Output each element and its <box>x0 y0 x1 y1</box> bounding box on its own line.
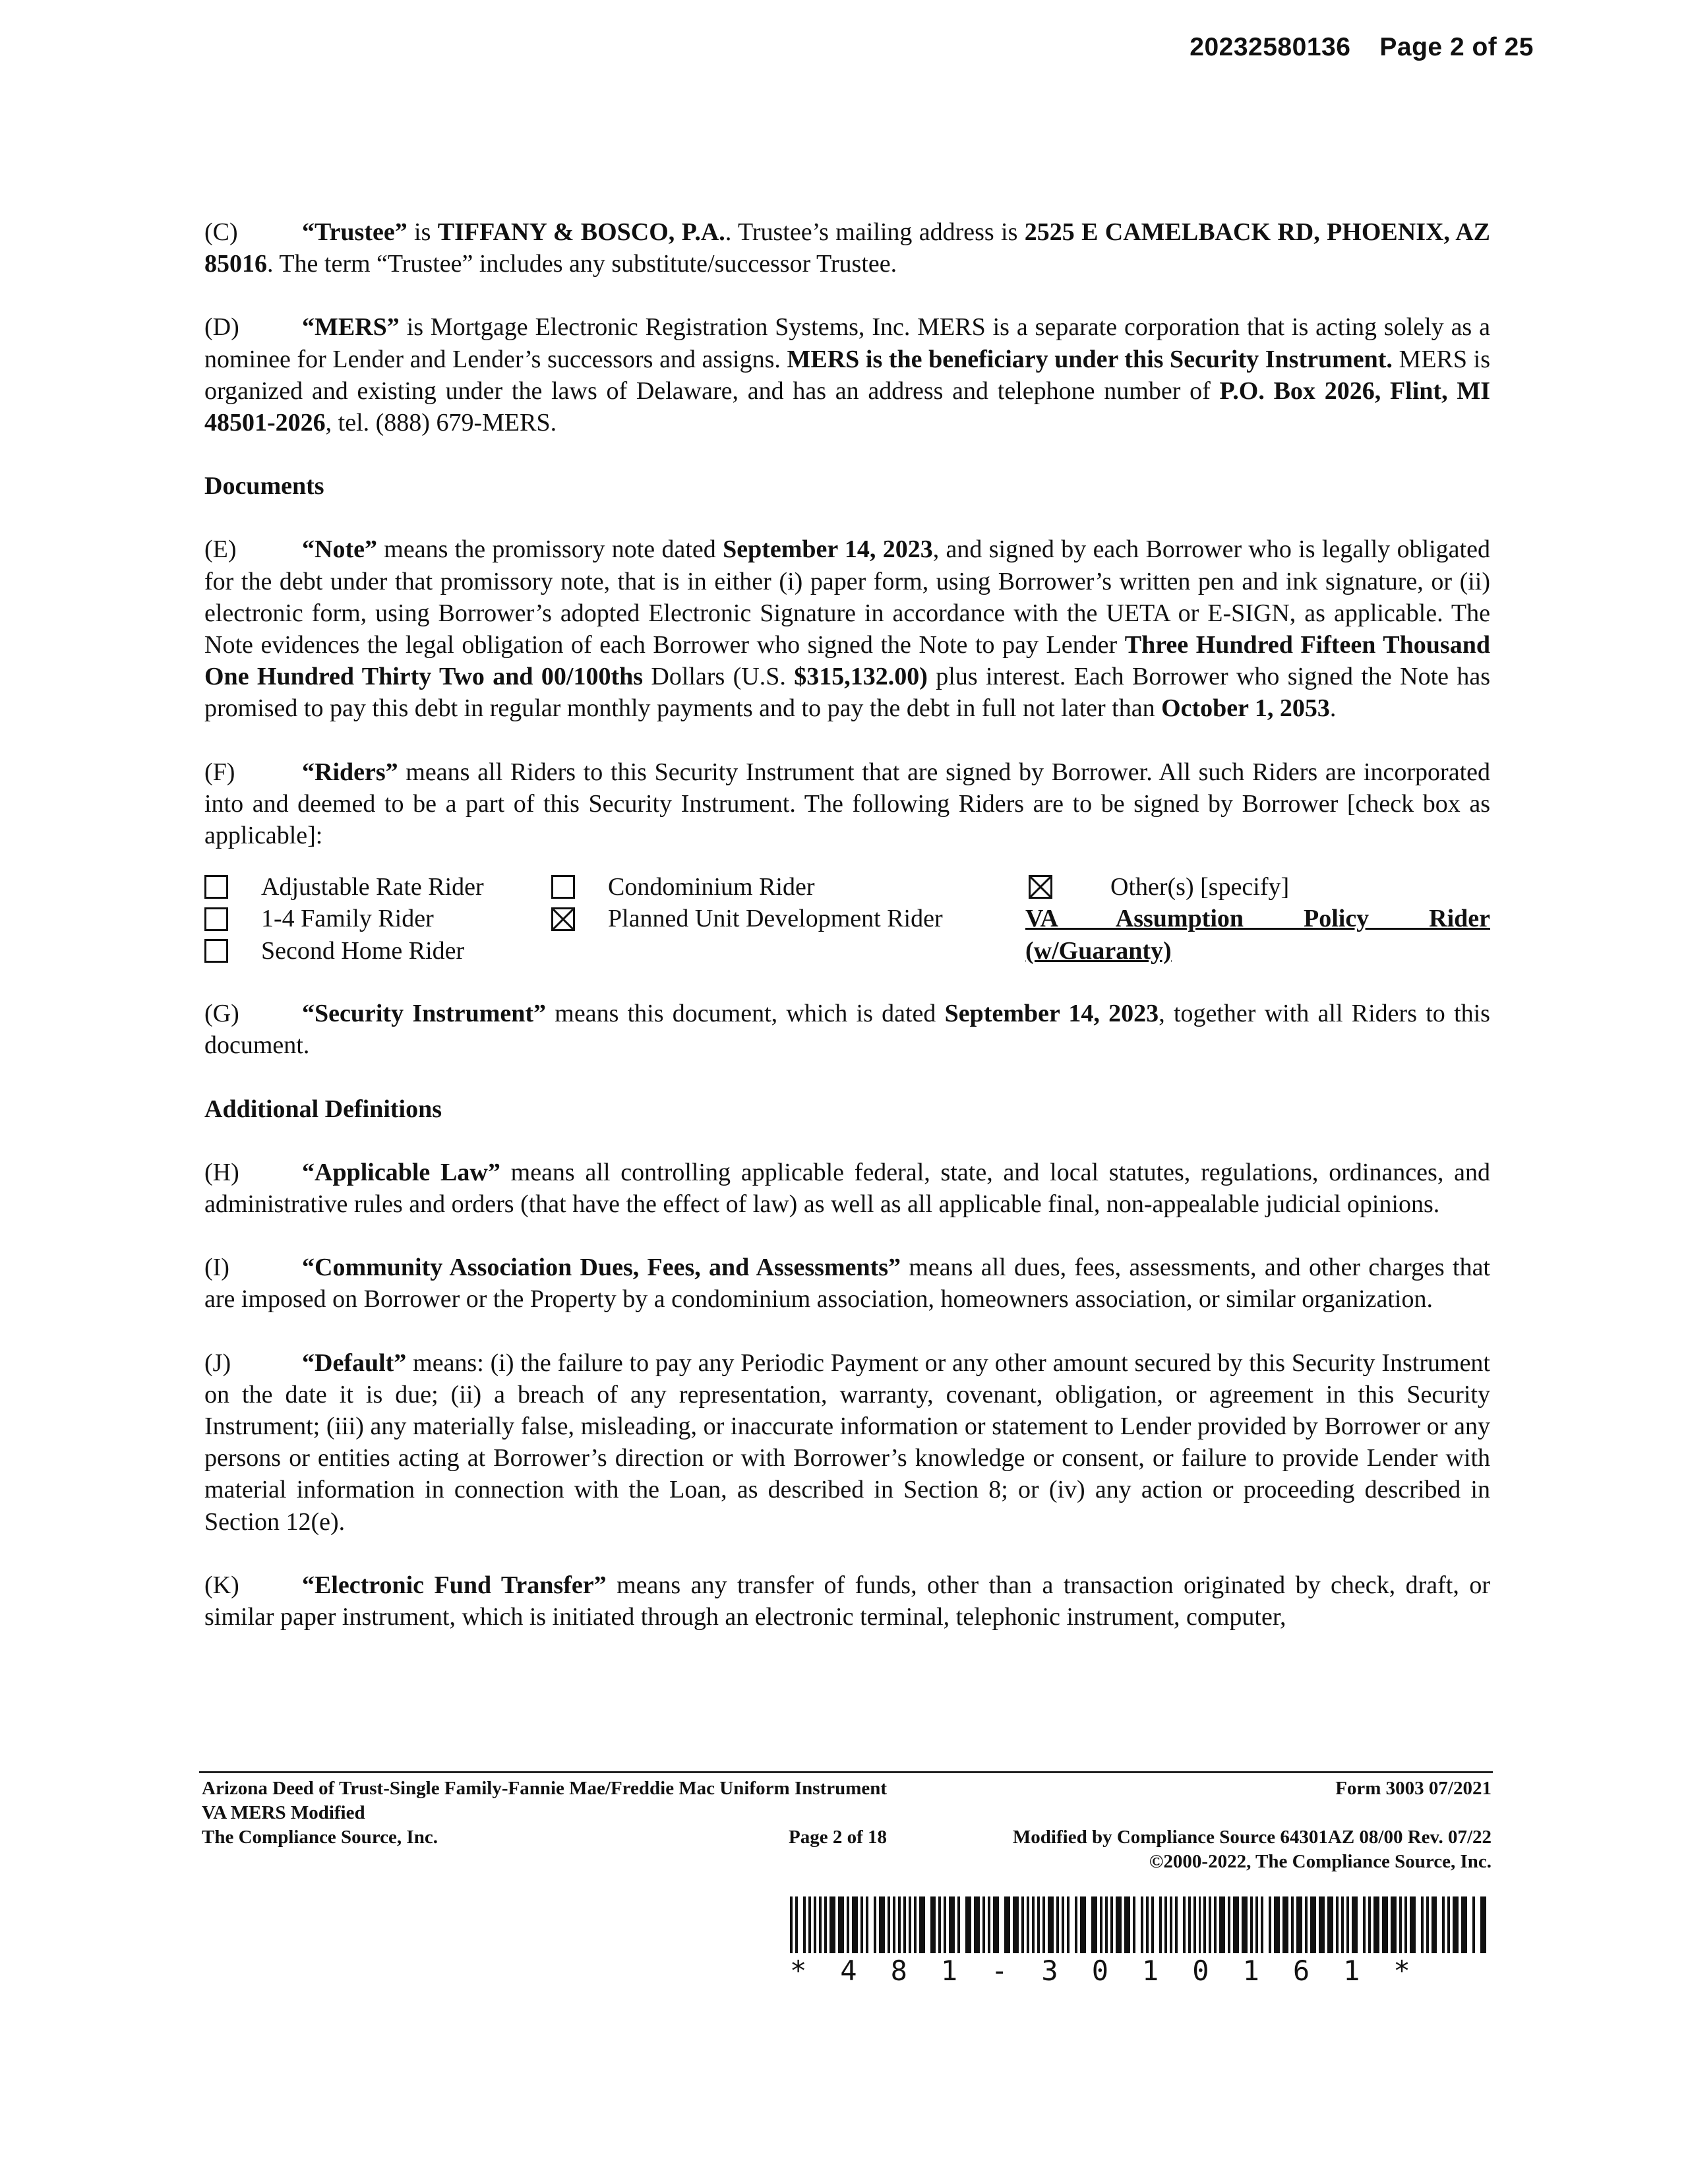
section-j <box>204 1347 1490 1538</box>
section-e <box>204 533 1490 724</box>
barcode-bar <box>1291 1896 1294 1953</box>
barcode-bar <box>909 1896 911 1953</box>
maturity-date: October 1, 2053 <box>1161 694 1330 723</box>
barcode-bar <box>1183 1896 1186 1953</box>
checkbox-checked[interactable] <box>551 907 575 931</box>
section-text: . Trustee’s mailing address is <box>725 218 1025 246</box>
riders-checklist <box>204 871 1490 966</box>
barcode-bar <box>1042 1896 1045 1953</box>
barcode-bar <box>860 1896 863 1953</box>
barcode-bar <box>1124 1896 1130 1953</box>
barcode-bar <box>1327 1896 1333 1953</box>
section-text: means: (i) the failure to pay any Periodic Payment or any other amount secured by this Security Instrument on the date it is due; (ii) a breach of any representation, warranty, covenant, obligation, or agreement in this Security Instrument; (iii) any materially false, misleading, or inaccurate information or statement to Lender provided by Borrower or any persons or entities acting at Borrower’s direction or with Borrower’s knowledge or consent, or failure to provide Lender with material information in connection with the Loan, as described in Section 8; or (iv) any action or proceeding described in Section 12(e). <box>204 1349 1490 1536</box>
section-text: , together with all Riders to this document. <box>204 1000 1490 1060</box>
barcode-bar <box>1250 1896 1253 1953</box>
checkbox-unchecked[interactable] <box>204 875 228 899</box>
barcode-bar <box>1067 1896 1070 1953</box>
barcode <box>790 1896 1492 1987</box>
barcode-bar <box>1274 1896 1280 1953</box>
header-page-label: Page 2 of 25 <box>1379 33 1534 61</box>
section-c <box>204 216 1490 280</box>
barcode-bar <box>1219 1896 1225 1953</box>
section-text: means the promissory note dated <box>377 535 723 564</box>
barcode-bar <box>847 1896 849 1953</box>
section-label: (E) <box>204 535 237 564</box>
rider-label: Adjustable Rate Rider <box>261 873 484 901</box>
document-body <box>204 216 1490 1664</box>
barcode-bar <box>1404 1896 1407 1953</box>
footer-modified: Modified by Compliance Source 64301AZ 08/00 Rev. 07/22 <box>1012 1827 1492 1848</box>
barcode-bar <box>1341 1896 1344 1953</box>
section-text: means all dues, fees, assessments, and other charges that are imposed on Borrower or the Property by a condominium association, homeowners association, or similar organization. <box>204 1254 1490 1314</box>
barcode-bar <box>988 1896 990 1953</box>
section-text: . <box>1329 694 1337 723</box>
barcode-bar <box>1013 1896 1019 1953</box>
barcode-bar <box>829 1896 835 1953</box>
checkbox-unchecked[interactable] <box>204 907 228 931</box>
barcode-bar <box>1352 1896 1358 1953</box>
riders-column-3 <box>1029 871 1289 903</box>
rider-label: Condominium Rider <box>608 873 815 901</box>
barcode-bar <box>1188 1896 1191 1953</box>
barcode-bar <box>1242 1896 1248 1953</box>
barcode-bar <box>795 1896 798 1953</box>
barcode-bar <box>919 1896 925 1953</box>
defined-term: “Electronic Fund Transfer” <box>302 1571 607 1599</box>
section-text: , tel. (888) 679-MERS. <box>325 409 557 437</box>
barcode-bar <box>982 1896 985 1953</box>
barcode-bar <box>1021 1896 1024 1953</box>
section-text: . The term “Trustee” includes any substitute/successor Trustee. <box>267 250 897 278</box>
barcode-bar <box>1199 1896 1201 1953</box>
barcode-bar <box>974 1896 980 1953</box>
mers-address: P.O. Box 2026, Flint, MI 48501-2026 <box>204 377 1490 437</box>
barcode-bar <box>1151 1896 1154 1953</box>
barcode-bar <box>1105 1896 1108 1953</box>
documents-heading: Documents <box>204 472 324 501</box>
barcode-bar <box>1421 1896 1424 1953</box>
trustee-name: TIFFANY & BOSCO, P.A. <box>437 218 725 246</box>
page-header <box>1190 33 1534 62</box>
section-text: means any transfer of funds, other than a transaction originated by check, draft, or similar paper instrument, which is initiated through an electronic terminal, telephonic instrument, computer, <box>204 1571 1490 1631</box>
barcode-bar <box>1100 1896 1102 1953</box>
barcode-bar <box>1141 1896 1143 1953</box>
barcode-bar <box>1368 1896 1371 1953</box>
barcode-bar <box>1373 1896 1379 1953</box>
note-date: September 14, 2023 <box>723 535 933 564</box>
barcode-bar <box>1193 1896 1196 1953</box>
barcode-bar <box>1175 1896 1178 1953</box>
section-d <box>204 311 1490 439</box>
defined-term: “Riders” <box>302 758 398 786</box>
barcode-bar <box>914 1896 917 1953</box>
footer-subtitle: VA MERS Modified <box>202 1802 365 1823</box>
barcode-bar <box>1110 1896 1113 1953</box>
barcode-bar <box>1133 1896 1135 1953</box>
footer-title: Arizona Deed of Trust-Single Family-Fannie Mae/Freddie Mac Uniform Instrument <box>202 1778 888 1799</box>
rider-1-4-family <box>204 903 484 934</box>
loan-amount-words: Three Hundred Fifteen Thousand One Hundred Thirty Two and 00/100ths <box>204 631 1490 691</box>
footer-copyright: ©2000-2022, The Compliance Source, Inc. <box>1149 1851 1492 1872</box>
barcode-bar <box>930 1896 936 1953</box>
section-h <box>204 1157 1490 1220</box>
barcode-bar <box>808 1896 811 1953</box>
trustee-address: 2525 E CAMELBACK RD, PHOENIX, AZ 85016 <box>204 218 1490 278</box>
defined-term: “Trustee” <box>302 218 407 246</box>
section-text: , and signed by each Borrower who is legally obligated for the debt under that promissory note, that is in either (i) paper form, using Borrower’s written pen and ink signature, or (ii) electronic form, using Borrower’s adopted Electronic Signature in accordance with the UETA or E-SIGN, as applicable. The Note evidences the legal obligation of each Borrower who signed the Note to pay Lender <box>204 535 1490 659</box>
barcode-bar <box>1080 1896 1086 1953</box>
barcode-bar <box>790 1896 793 1953</box>
barcode-bar <box>1228 1896 1230 1953</box>
barcode-bar <box>938 1896 941 1953</box>
barcode-bar <box>803 1896 806 1953</box>
barcode-bar <box>993 1896 999 1953</box>
barcode-bar <box>1048 1896 1054 1953</box>
barcode-bar <box>1075 1896 1077 1953</box>
footer-company: The Compliance Source, Inc. <box>202 1827 438 1848</box>
barcode-bar <box>1146 1896 1149 1953</box>
section-text: means this document, which is dated <box>546 1000 945 1028</box>
section-label: (D) <box>204 313 239 342</box>
barcode-bar <box>1116 1896 1122 1953</box>
section-k <box>204 1569 1490 1633</box>
defined-term: “Applicable Law” <box>302 1158 500 1186</box>
instrument-date: September 14, 2023 <box>944 1000 1159 1028</box>
barcode-bar <box>879 1896 885 1953</box>
barcode-bar <box>965 1896 971 1953</box>
defined-term: “Community Association Dues, Fees, and Assessments” <box>302 1254 901 1282</box>
rider-second-home <box>204 935 484 967</box>
defined-term: “Default” <box>302 1349 407 1377</box>
footer-page: Page 2 of 18 <box>789 1827 887 1848</box>
rider-label: Second Home Rider <box>261 936 465 965</box>
barcode-bar <box>1056 1896 1059 1953</box>
section-label: (G) <box>204 1000 239 1028</box>
barcode-bar <box>1363 1896 1366 1953</box>
barcode-bar <box>1091 1896 1097 1953</box>
barcode-bar <box>1037 1896 1040 1953</box>
barcode-bar <box>1062 1896 1064 1953</box>
barcode-bar <box>1282 1896 1288 1953</box>
section-text: plus interest. Each Borrower who signed the Note has promised to pay this debt in regular monthly payments and to pay the debt in full not later than <box>204 663 1491 723</box>
barcode-bar <box>1461 1896 1467 1953</box>
barcode-bar <box>1027 1896 1029 1953</box>
rider-condominium <box>551 871 943 903</box>
barcode-bar <box>838 1896 844 1953</box>
rider-label: 1-4 Family Rider <box>261 905 434 933</box>
barcode-bar <box>1410 1896 1416 1953</box>
barcode-bar <box>1233 1896 1239 1953</box>
section-label: (H) <box>204 1158 239 1186</box>
barcode-bar <box>957 1896 960 1953</box>
defined-term: “Security Instrument” <box>302 1000 547 1028</box>
barcode-bar <box>814 1896 816 1953</box>
rider-label: Other(s) [specify] <box>1110 873 1290 901</box>
barcode-bars <box>790 1896 1492 1953</box>
checkbox-unchecked[interactable] <box>551 875 575 899</box>
barcode-bar <box>852 1896 858 1953</box>
riders-column-2 <box>551 871 943 934</box>
barcode-bar <box>888 1896 890 1953</box>
section-bold-text: MERS is the beneficiary under this Security Instrument. <box>787 345 1393 373</box>
barcode-bar <box>1170 1896 1172 1953</box>
barcode-bar <box>1255 1896 1258 1953</box>
record-number: 20232580136 <box>1190 33 1351 61</box>
barcode-bar <box>824 1896 827 1953</box>
checkbox-unchecked[interactable] <box>204 939 228 963</box>
barcode-bar <box>893 1896 895 1953</box>
barcode-bar <box>1480 1896 1486 1953</box>
rider-label: Planned Unit Development Rider <box>608 905 943 933</box>
section-label: (I) <box>204 1254 229 1282</box>
barcode-bar <box>819 1896 822 1953</box>
barcode-bar <box>1432 1896 1437 1953</box>
section-text: Dollars (U.S. <box>643 663 795 691</box>
section-text: is Mortgage Electronic Registration Systems, Inc. MERS is a separate corporation that is acting solely as a nominee for Lender and Lender’s successors and assigns. <box>204 313 1490 373</box>
defined-term: “Note” <box>302 535 377 564</box>
section-f <box>204 756 1490 852</box>
barcode-bar <box>1453 1896 1459 1953</box>
barcode-bar <box>949 1896 955 1953</box>
barcode-bar <box>1346 1896 1349 1953</box>
barcode-bar <box>1399 1896 1402 1953</box>
barcode-text: *481-3010161* <box>790 1955 1444 1987</box>
barcode-bar <box>1032 1896 1035 1953</box>
barcode-bar <box>1391 1896 1397 1953</box>
barcode-bar <box>1447 1896 1450 1953</box>
section-g <box>204 998 1490 1061</box>
barcode-bar <box>1442 1896 1445 1953</box>
barcode-bar <box>1209 1896 1211 1953</box>
barcode-bar <box>1382 1896 1388 1953</box>
other-rider-specified-cont: (w/Guaranty) <box>1025 936 1172 965</box>
section-text: is <box>407 218 438 246</box>
barcode-bar <box>1336 1896 1339 1953</box>
riders-column-1 <box>204 871 484 967</box>
section-text: MERS is organized and existing under the laws of Delaware, and has an address and telephone number of <box>204 345 1490 405</box>
barcode-bar <box>1214 1896 1217 1953</box>
barcode-bar <box>866 1896 868 1953</box>
section-text: means all controlling applicable federal, state, and local statutes, regulations, ordinances, and administrative rules and orders (that have the effect of law) as well as all applicable final, non-appealable judicial opinions. <box>204 1158 1490 1219</box>
barcode-bar <box>1305 1896 1308 1953</box>
barcode-bar <box>1203 1896 1206 1953</box>
section-label: (F) <box>204 758 235 786</box>
barcode-bar <box>1269 1896 1271 1953</box>
loan-amount: $315,132.00) <box>794 663 928 691</box>
barcode-bar <box>1164 1896 1167 1953</box>
rider-other <box>1029 871 1289 903</box>
barcode-bar <box>898 1896 901 1953</box>
section-label: (C) <box>204 218 238 246</box>
barcode-bar <box>1310 1896 1316 1953</box>
section-text: means all Riders to this Security Instrument that are signed by Borrower. All such Riders are incorporated into and deemed to be a part of this Security Instrument. The following Riders are to be signed by Borrower [check box as applicable]: <box>204 758 1490 850</box>
rider-planned-unit-development <box>551 903 943 934</box>
checkbox-checked[interactable] <box>1029 875 1052 899</box>
barcode-bar <box>1261 1896 1263 1953</box>
section-i <box>204 1252 1490 1315</box>
barcode-bar <box>1319 1896 1325 1953</box>
footer-form: Form 3003 07/2021 <box>1335 1778 1492 1799</box>
footer-divider <box>199 1771 1493 1773</box>
section-label: (J) <box>204 1349 231 1377</box>
barcode-bar <box>944 1896 946 1953</box>
defined-term: “MERS” <box>302 313 400 342</box>
section-label: (K) <box>204 1571 239 1599</box>
barcode-bar <box>903 1896 906 1953</box>
rider-adjustable-rate <box>204 871 484 903</box>
other-rider-specified: VA Assumption Policy Rider <box>1025 905 1490 933</box>
barcode-bar <box>1426 1896 1429 1953</box>
barcode-bar <box>874 1896 876 1953</box>
barcode-bar <box>1159 1896 1162 1953</box>
barcode-bar <box>1472 1896 1475 1953</box>
barcode-bar <box>1004 1896 1010 1953</box>
barcode-bar <box>1296 1896 1302 1953</box>
additional-definitions-heading: Additional Definitions <box>204 1095 442 1123</box>
